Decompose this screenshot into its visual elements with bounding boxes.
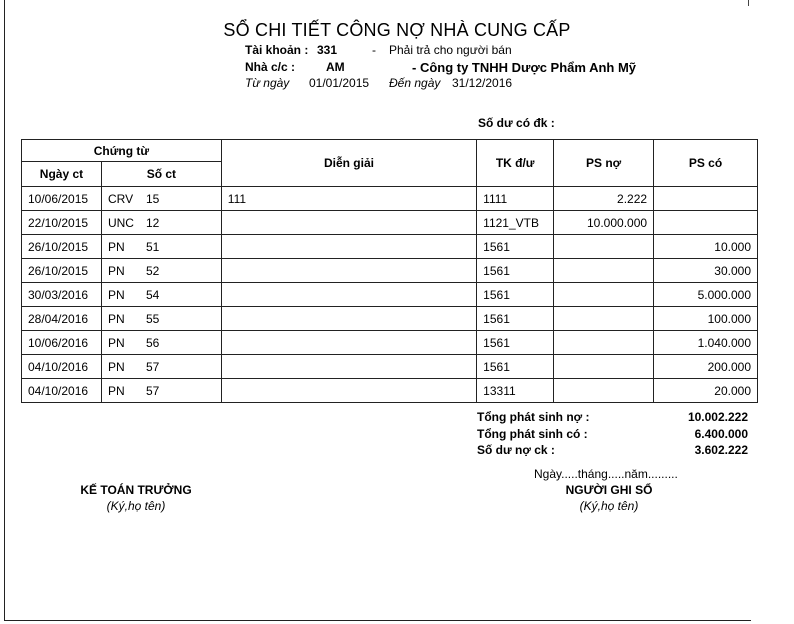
from-date: 01/01/2015 (309, 76, 370, 90)
cell-description (221, 307, 476, 331)
total-debit-value: 10.002.222 (687, 410, 748, 424)
cell-description (221, 283, 476, 307)
closing-balance-value: 3.602.222 (694, 443, 748, 457)
voucher-num: 52 (145, 263, 160, 278)
vendor-code: AM (326, 60, 345, 74)
voucher-num: 56 (145, 335, 160, 350)
cell-date: 10/06/2015 (22, 187, 102, 211)
table-row (22, 259, 758, 283)
voucher-num: 57 (145, 359, 160, 374)
cell-credit: 200.000 (654, 355, 758, 379)
cell-date: 04/10/2016 (22, 355, 102, 379)
cell-account: 1121_VTB (477, 211, 554, 235)
vendor-name: - Công ty TNHH Dược Phẩm Anh Mỹ (412, 60, 637, 75)
header-credit: PS có (654, 140, 758, 187)
cell-credit: 30.000 (654, 259, 758, 283)
voucher-type: PN (107, 287, 125, 302)
header-description: Diễn giải (221, 140, 476, 187)
cell-credit: 10.000 (654, 235, 758, 259)
voucher-num: 54 (145, 287, 160, 302)
to-label: Đến ngày (389, 76, 441, 90)
cell-credit: 100.000 (654, 307, 758, 331)
cell-description (221, 379, 476, 403)
cell-voucher-number (101, 235, 221, 259)
account-code: 331 (317, 43, 338, 57)
cell-voucher-number (101, 211, 221, 235)
header-date: Ngày ct (22, 162, 102, 187)
cell-description (221, 331, 476, 355)
cell-debit (554, 259, 654, 283)
voucher-type: CRV (107, 191, 134, 206)
cell-voucher-number (101, 259, 221, 283)
chief-accountant-sub: (Ký,họ tên) (106, 499, 166, 513)
closing-balance-label: Số dư nợ ck : (477, 443, 555, 457)
cell-date: 26/10/2015 (22, 235, 102, 259)
cell-debit: 10.000.000 (554, 211, 654, 235)
cell-voucher-number (101, 283, 221, 307)
cell-credit (654, 211, 758, 235)
header-debit: PS nợ (554, 140, 654, 187)
cell-voucher-number (101, 187, 221, 211)
table-row (22, 283, 758, 307)
table-row (22, 187, 758, 211)
cell-voucher-number (101, 379, 221, 403)
table-row (22, 331, 758, 355)
from-label: Từ ngày (245, 76, 290, 90)
cell-date: 30/03/2016 (22, 283, 102, 307)
cell-voucher-number (101, 331, 221, 355)
cell-date: 22/10/2015 (22, 211, 102, 235)
total-debit-label: Tổng phát sinh nợ : (477, 410, 590, 424)
cell-debit: 2.222 (554, 187, 654, 211)
cell-date: 10/06/2016 (22, 331, 102, 355)
cell-voucher-number (101, 307, 221, 331)
cell-date: 28/04/2016 (22, 307, 102, 331)
header-voucher: Chứng từ (22, 140, 222, 162)
table-row (22, 355, 758, 379)
voucher-type: PN (107, 383, 125, 398)
voucher-num: 57 (145, 383, 160, 398)
cell-description (221, 355, 476, 379)
cell-account: 1561 (477, 355, 554, 379)
cell-debit (554, 283, 654, 307)
cell-debit (554, 379, 654, 403)
cell-description (221, 259, 476, 283)
cell-date: 04/10/2016 (22, 379, 102, 403)
cell-credit: 1.040.000 (654, 331, 758, 355)
cell-voucher-number (101, 355, 221, 379)
cell-debit (554, 331, 654, 355)
header-number: Số ct (101, 162, 221, 187)
report-title: SỔ CHI TIẾT CÔNG NỢ NHÀ CUNG CẤP (223, 20, 571, 40)
signature-date-line: Ngày.....tháng.....năm......... (534, 467, 678, 481)
voucher-num: 15 (145, 191, 160, 206)
cell-debit (554, 307, 654, 331)
total-credit-label: Tổng phát sinh có : (477, 427, 588, 441)
cell-description (221, 235, 476, 259)
page-frame-edge (748, 0, 749, 6)
recorder-sub: (Ký,họ tên) (579, 499, 639, 513)
chief-accountant-title: KẾ TOÁN TRƯỞNG (80, 483, 192, 497)
table-row (22, 379, 758, 403)
voucher-type: PN (107, 311, 125, 326)
ledger-table (21, 139, 758, 403)
cell-account: 1561 (477, 307, 554, 331)
cell-account: 1561 (477, 283, 554, 307)
table-row (22, 307, 758, 331)
cell-account: 1561 (477, 331, 554, 355)
total-credit-value: 6.400.000 (694, 427, 748, 441)
cell-credit: 20.000 (654, 379, 758, 403)
cell-account: 1561 (477, 235, 554, 259)
account-label: Tài khoản : (245, 43, 309, 57)
header-account: TK đ/ư (477, 140, 554, 187)
cell-account: 13311 (477, 379, 554, 403)
account-dash: - (372, 43, 376, 57)
cell-account: 1111 (477, 187, 554, 211)
cell-account: 1561 (477, 259, 554, 283)
voucher-type: UNC (107, 215, 134, 230)
voucher-type: PN (107, 239, 125, 254)
opening-balance-label: Số dư có đk : (478, 116, 555, 130)
voucher-type: PN (107, 335, 125, 350)
voucher-num: 51 (145, 239, 160, 254)
cell-description: 111 (221, 187, 476, 211)
to-date: 31/12/2016 (452, 76, 513, 90)
account-desc: Phải trả cho người bán (389, 43, 512, 57)
cell-debit (554, 235, 654, 259)
cell-credit (654, 187, 758, 211)
recorder-title: NGƯỜI GHI SỔ (565, 483, 653, 497)
voucher-num: 55 (145, 311, 160, 326)
table-row (22, 211, 758, 235)
vendor-label: Nhà c/c : (245, 60, 296, 74)
voucher-num: 12 (145, 215, 160, 230)
cell-description (221, 211, 476, 235)
cell-date: 26/10/2015 (22, 259, 102, 283)
table-row (22, 235, 758, 259)
voucher-type: PN (107, 263, 125, 278)
cell-debit (554, 355, 654, 379)
cell-credit: 5.000.000 (654, 283, 758, 307)
voucher-type: PN (107, 359, 125, 374)
